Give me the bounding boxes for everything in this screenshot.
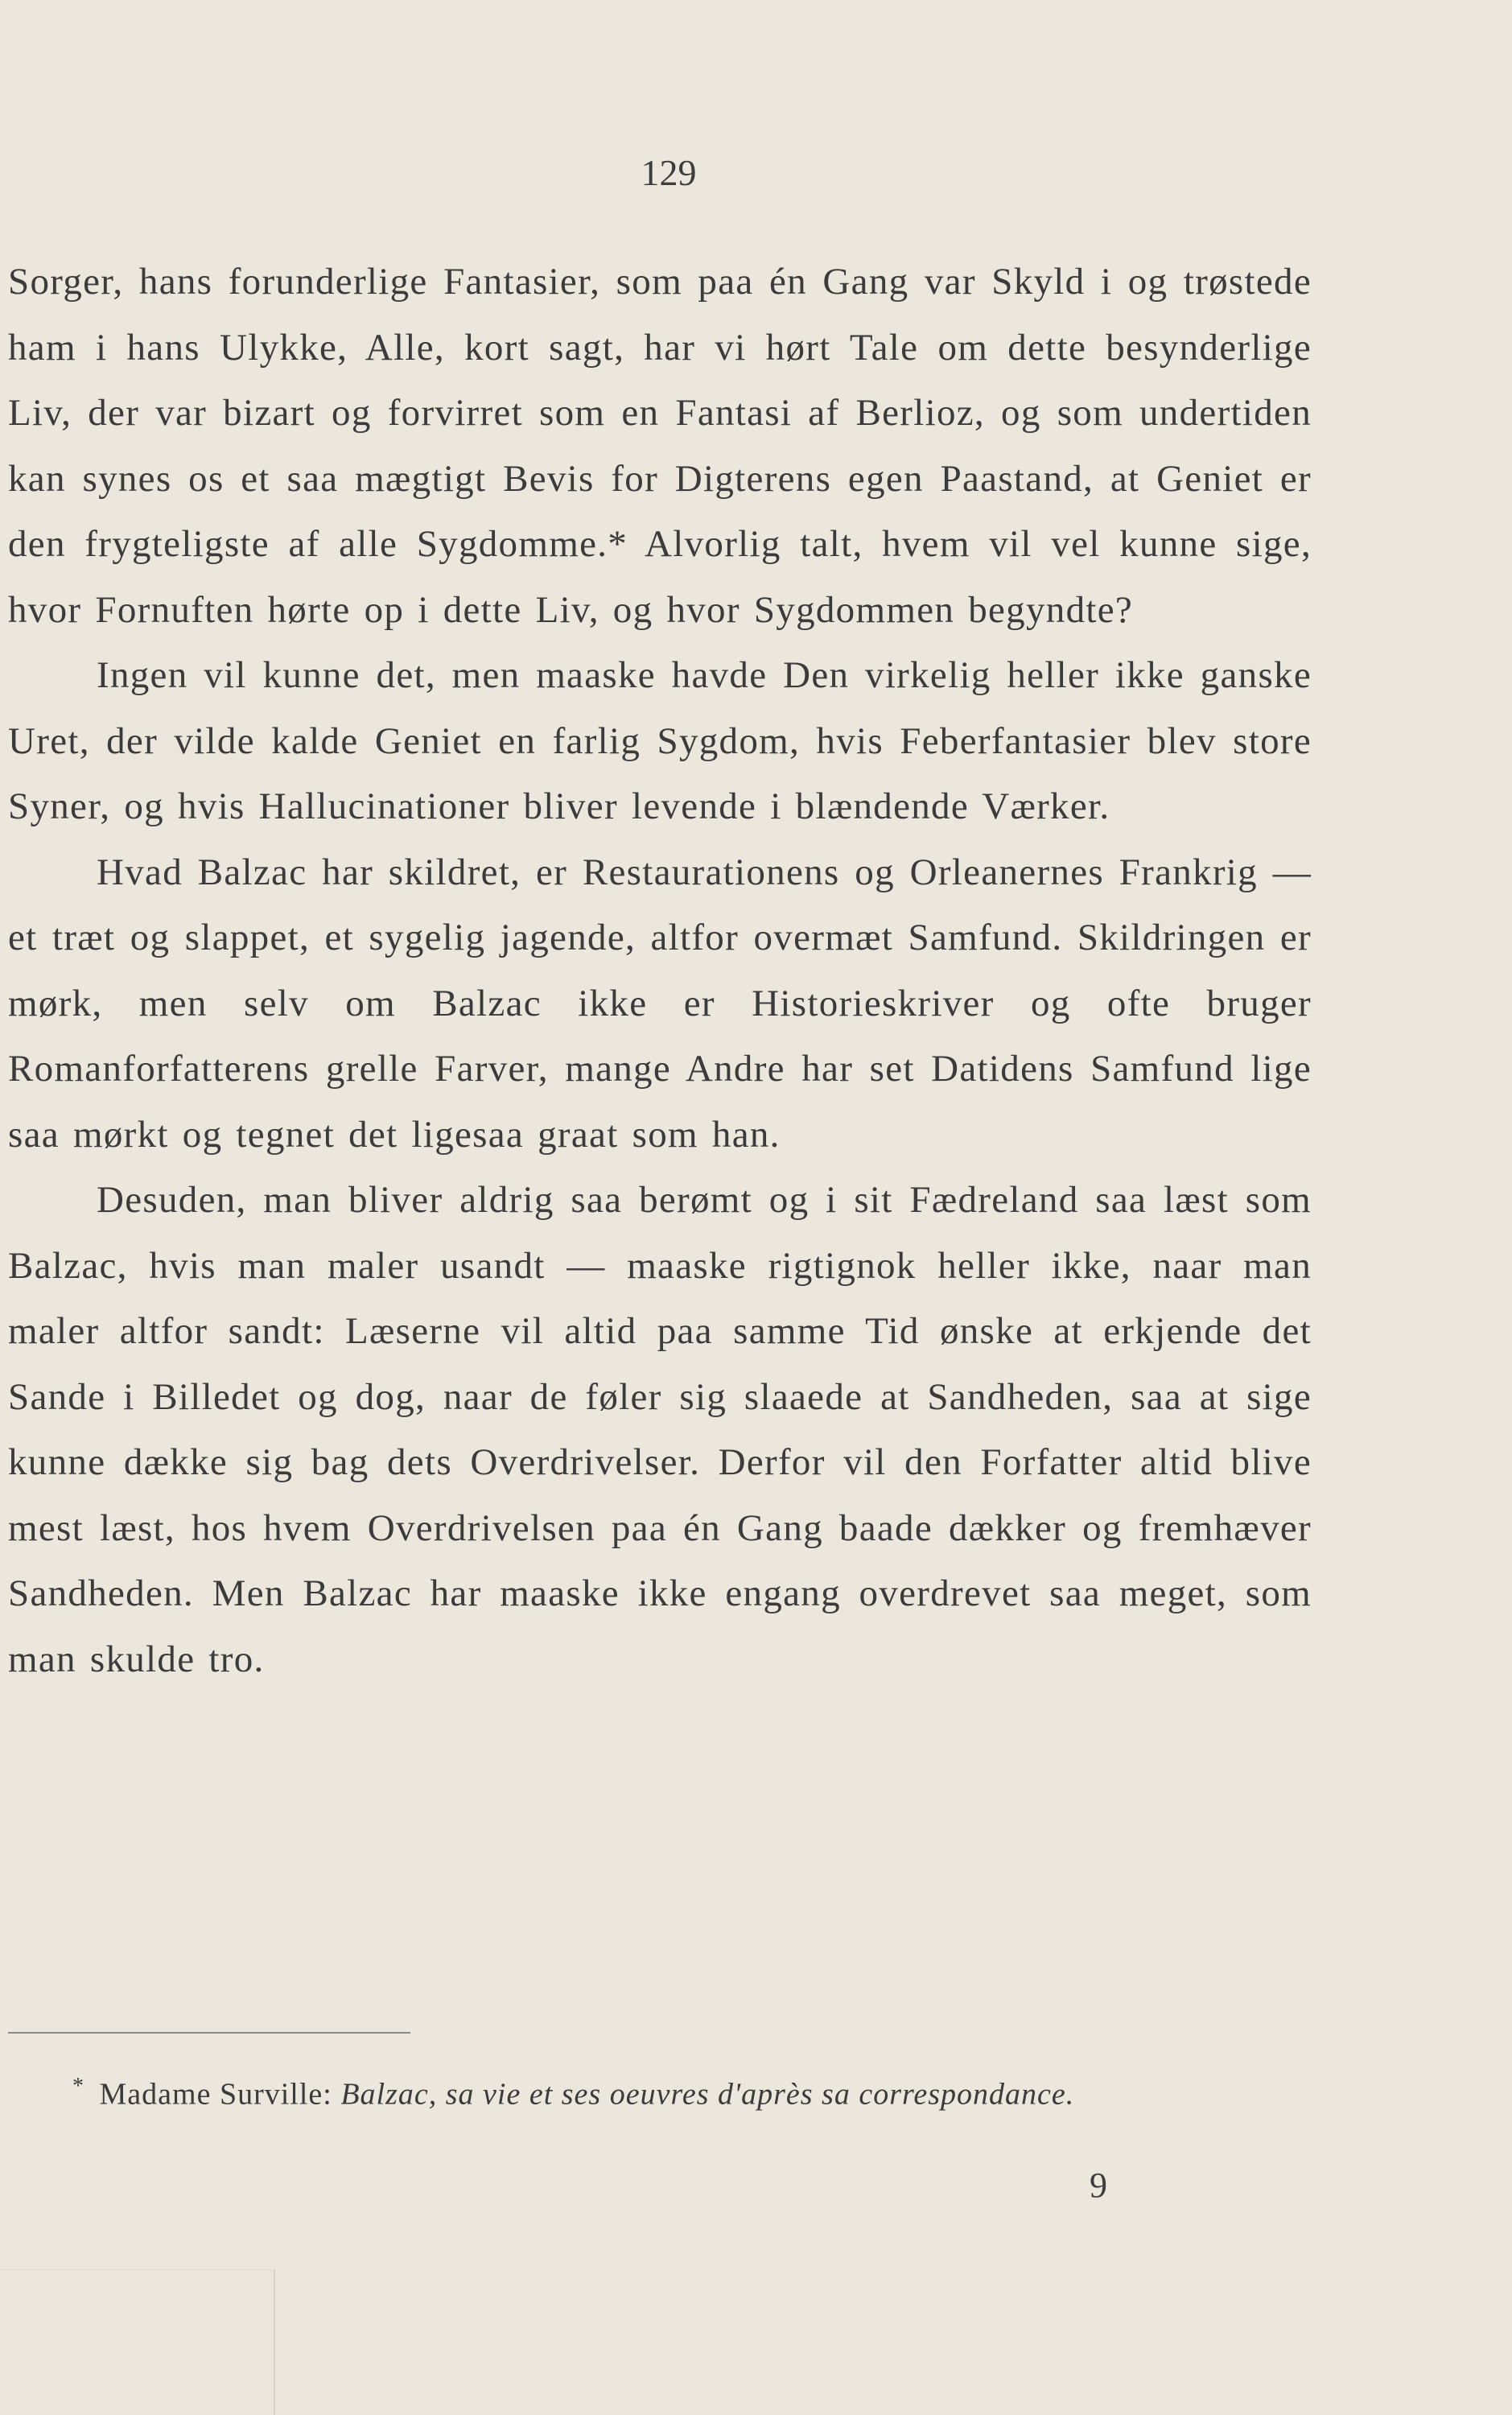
footnote-divider [8,2032,410,2034]
paragraph: Ingen vil kunne det, men maaske havde Den virkelig heller ikke ganske Uret, der vilde kalde Geniet en farlig Sygdom, hvis Feberfantasier blev store Syner, og hvis Hallucinationer bliver levende i blændende Værker. [8,654,1312,827]
page-edge-shadow [0,2269,275,2415]
footnote-title: Balzac, sa vie et ses oeuvres d'après sa correspondance. [340,2077,1075,2112]
page-number: 129 [641,152,697,193]
body-text [8,249,1312,1692]
footnote [8,2064,1312,2117]
paragraph: Desuden, man bliver aldrig saa berømt og i sit Fædreland saa læst som Balzac, hvis man maler usandt — maaske rigtignok heller ikke, naar man maler altfor sandt: Læserne vil altid paa samme Tid ønske at erkjende det Sande i Billedet og dog, naar de føler sig slaaede at Sandheden, saa at sige kunne dække sig bag dets Overdrivelser. Derfor vil den Forfatter altid blive mest læst, hos hvem Overdrivelsen paa én Gang baade dækker og fremhæver Sandheden. Men Balzac har maaske ikke engang overdrevet saa meget, som man skulde tro. [8,1179,1312,1680]
signature-mark: 9 [1090,2166,1107,2205]
footnote-marker: * [72,2074,84,2099]
paragraph: Hvad Balzac har skildret, er Restaurationens og Orleanernes Frankrig — et træt og slappet, et sygelig jagende, altfor overmæt Samfund. Skildringen er mørk, men selv om Balzac ikke er Historieskriver og ofte bruger Romanforfatterens grelle Farver, mange Andre har set Datidens Samfund lige saa mørkt og tegnet det ligesaa graat som han. [8,851,1312,1156]
footnote-author: Madame Surville: [99,2077,332,2112]
paragraph: Sorger, hans forunderlige Fantasier, som paa én Gang var Skyld i og trøstede ham i hans Ulykke, Alle, kort sagt, har vi hørt Tale om dette besynderlige Liv, der var bizart og forvirret som en Fantasi af Berlioz, og som undertiden kan synes os et saa mægtigt Bevis for Digterens egen Paastand, at Geniet er den frygteligste af alle Sygdomme.* Alvorlig talt, hvem vil vel kunne sige, hvor Fornuften hørte op i dette Liv, og hvor Sygdommen begyndte? [8,261,1312,631]
